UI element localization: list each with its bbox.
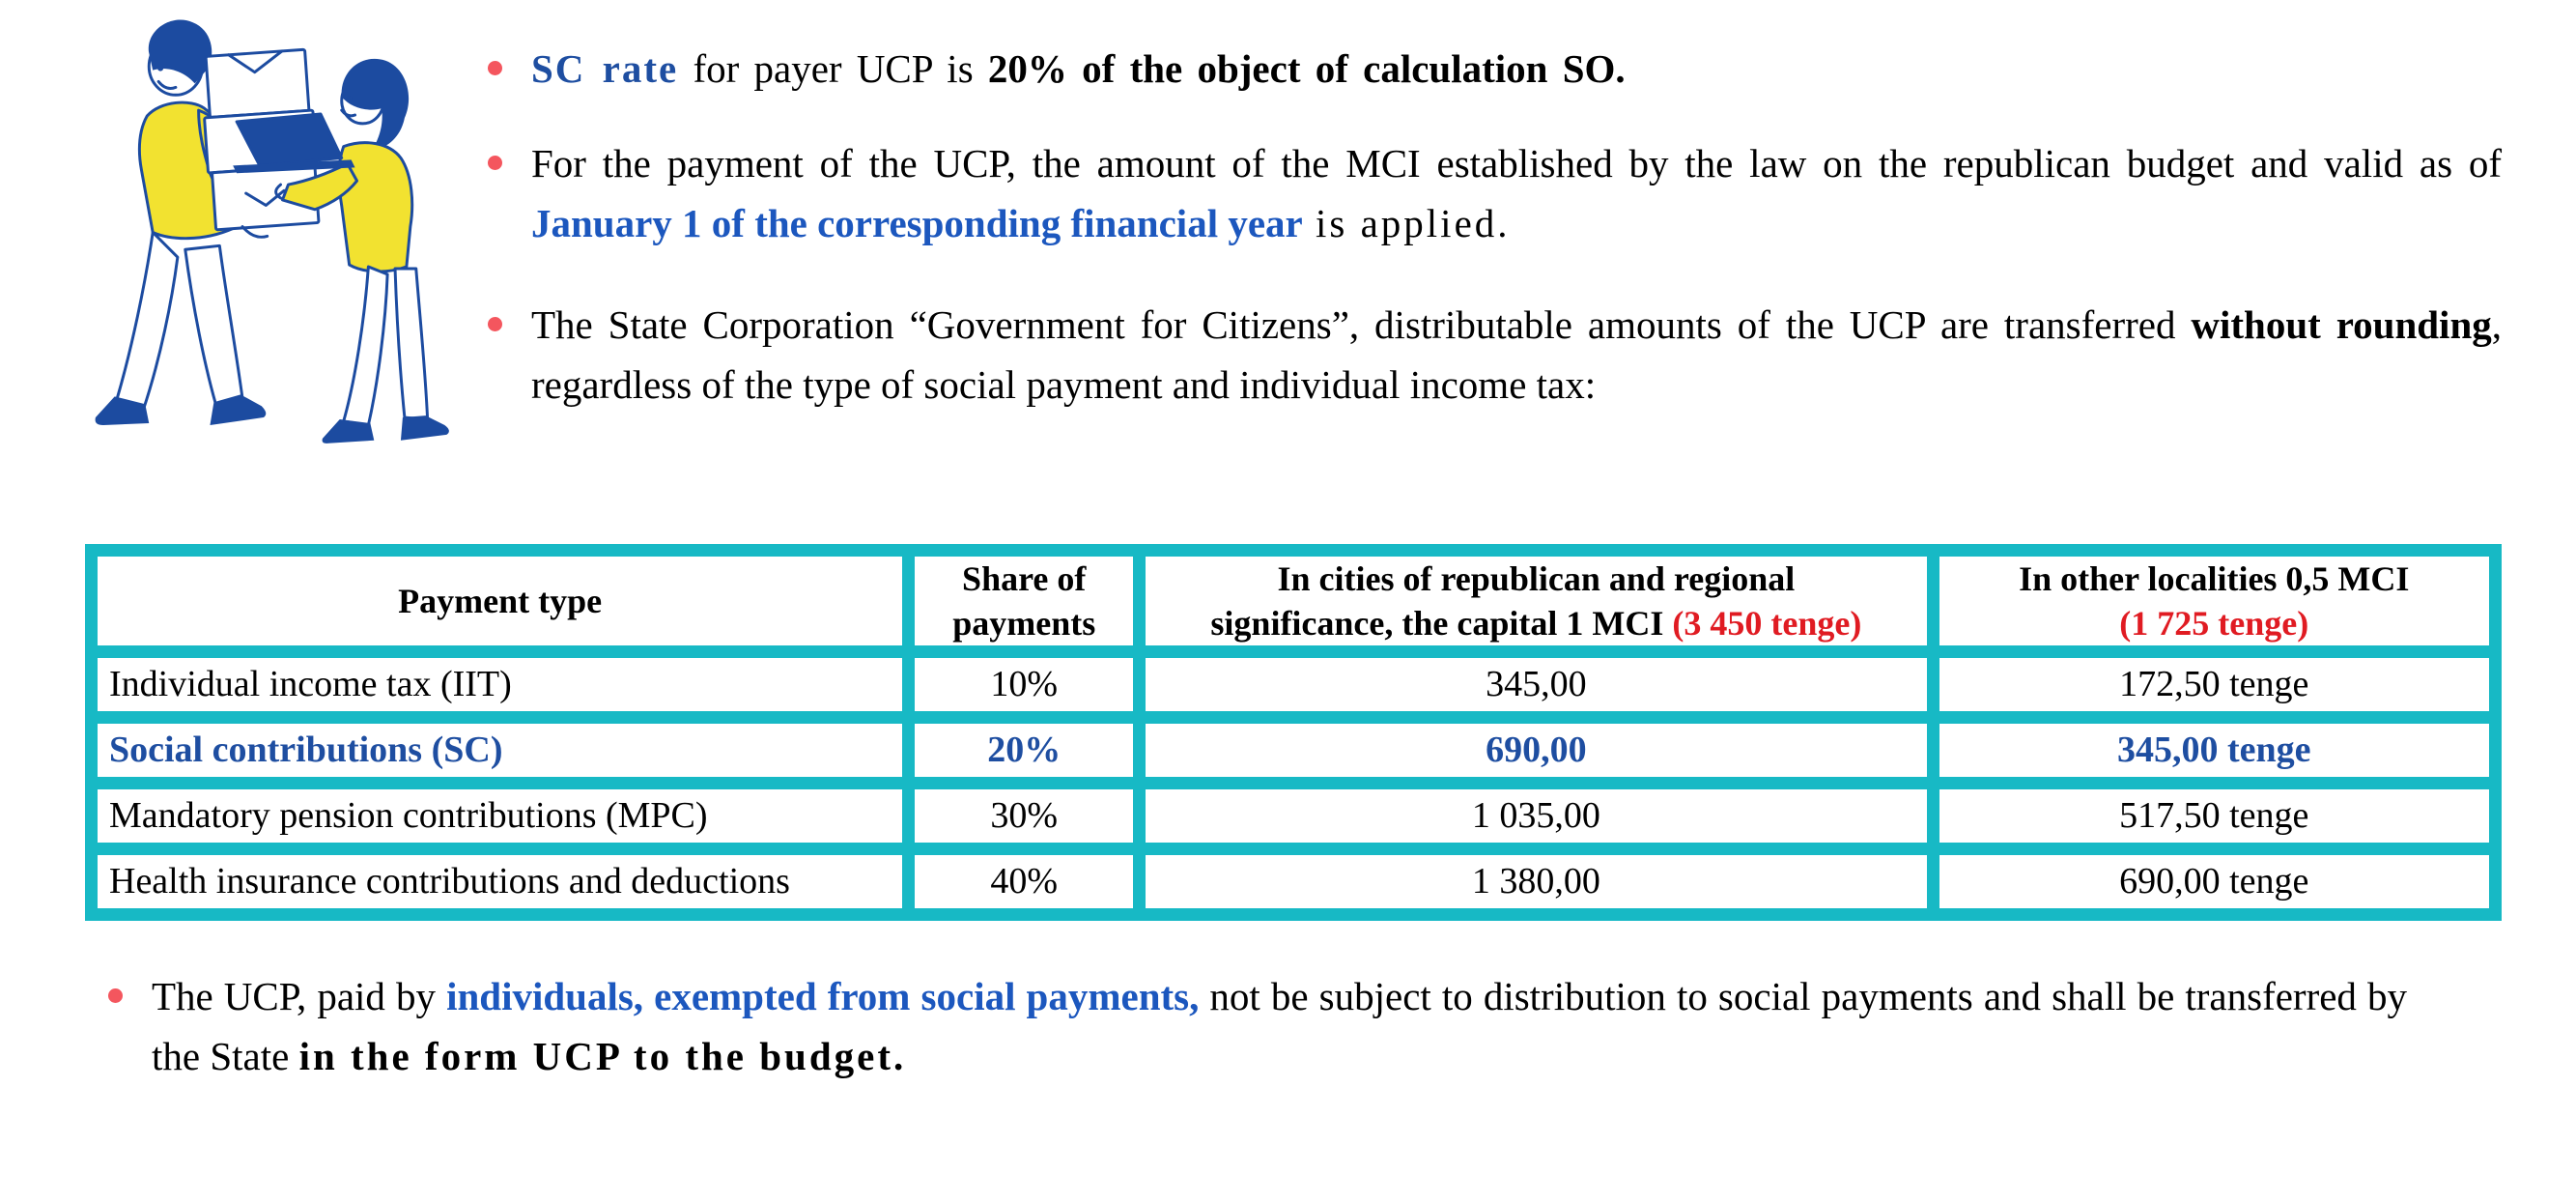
- bullet-sc-rate: [488, 39, 2502, 99]
- other-amount-cell: 172,50 tenge: [1933, 652, 2495, 718]
- city-tenge-amount: (3 450 tenge): [1672, 604, 1862, 643]
- other-amount-cell: 517,50 tenge: [1933, 784, 2495, 849]
- col-header-share: Share of payments: [909, 551, 1140, 652]
- sc-rate-highlight: SC rate: [531, 46, 679, 91]
- other-amount-cell: 690,00 tenge: [1933, 849, 2495, 915]
- bullet-text: SC rate for payer UCP is 20% of the object of calculation SO.: [531, 46, 1626, 91]
- payment-type-cell: Health insurance contributions and deductions: [92, 849, 909, 915]
- city-amount-cell: 1 380,00: [1140, 849, 1933, 915]
- payments-distribution-table: [85, 544, 2502, 921]
- table-header-row: [92, 551, 2496, 652]
- table-row-sc-highlighted: [92, 718, 2496, 784]
- col-header-payment-type: Payment type: [92, 551, 909, 652]
- payment-type-cell: Individual income tax (IIT): [92, 652, 909, 718]
- share-cell: 20%: [909, 718, 1140, 784]
- people-illustration: [92, 8, 473, 454]
- other-tenge-amount: (1 725 tenge): [2119, 604, 2309, 643]
- city-amount-cell: 690,00: [1140, 718, 1933, 784]
- bullet-text: For the payment of the UCP, the amount of the MCI established by the law on the republican budget and valid as of January 1 of the corresponding financial year is applied.: [531, 141, 2502, 245]
- other-amount-cell: 345,00 tenge: [1933, 718, 2495, 784]
- bullet-dot: [488, 156, 502, 170]
- bullet-dot: [488, 61, 502, 75]
- bullet-dot: [488, 317, 502, 331]
- bullet-ucp-individuals: [108, 966, 2407, 1086]
- col-header-city-mci: In cities of republican and regional significance, the capital 1 MCI (3 450 tenge): [1140, 551, 1933, 652]
- payment-type-cell: Mandatory pension contributions (MPC): [92, 784, 909, 849]
- table-row-mpc: [92, 784, 2496, 849]
- table-row-health-insurance: [92, 849, 2496, 915]
- share-cell: 30%: [909, 784, 1140, 849]
- form-ucp-budget-highlight: in the form UCP to the budget.: [298, 1034, 907, 1078]
- individuals-exempted-highlight: individuals, exempted from social payments,: [446, 974, 1200, 1018]
- without-rounding-highlight: without rounding: [2191, 302, 2492, 347]
- table-row-iit: [92, 652, 2496, 718]
- january-1-highlight: January 1 of the corresponding financial year: [531, 201, 1303, 245]
- bullet-text: The UCP, paid by individuals, exempted from social payments, not be subject to distribution to social payments and shall be transferred by the State in the form UCP to the budget.: [152, 974, 2407, 1078]
- payment-type-cell: Social contributions (SC): [92, 718, 909, 784]
- city-amount-cell: 345,00: [1140, 652, 1933, 718]
- share-cell: 40%: [909, 849, 1140, 915]
- bullet-state-corporation: [488, 295, 2502, 415]
- col-header-other-localities: In other localities 0,5 MCI (1 725 tenge): [1933, 551, 2495, 652]
- bullet-mci-payment: [488, 133, 2502, 253]
- bullet-text: The State Corporation “Government for Citizens”, distributable amounts of the UCP are transferred without rounding, regardless of the type of social payment and individual income tax:: [531, 302, 2502, 407]
- city-amount-cell: 1 035,00: [1140, 784, 1933, 849]
- share-cell: 10%: [909, 652, 1140, 718]
- bullet-dot: [108, 988, 123, 1003]
